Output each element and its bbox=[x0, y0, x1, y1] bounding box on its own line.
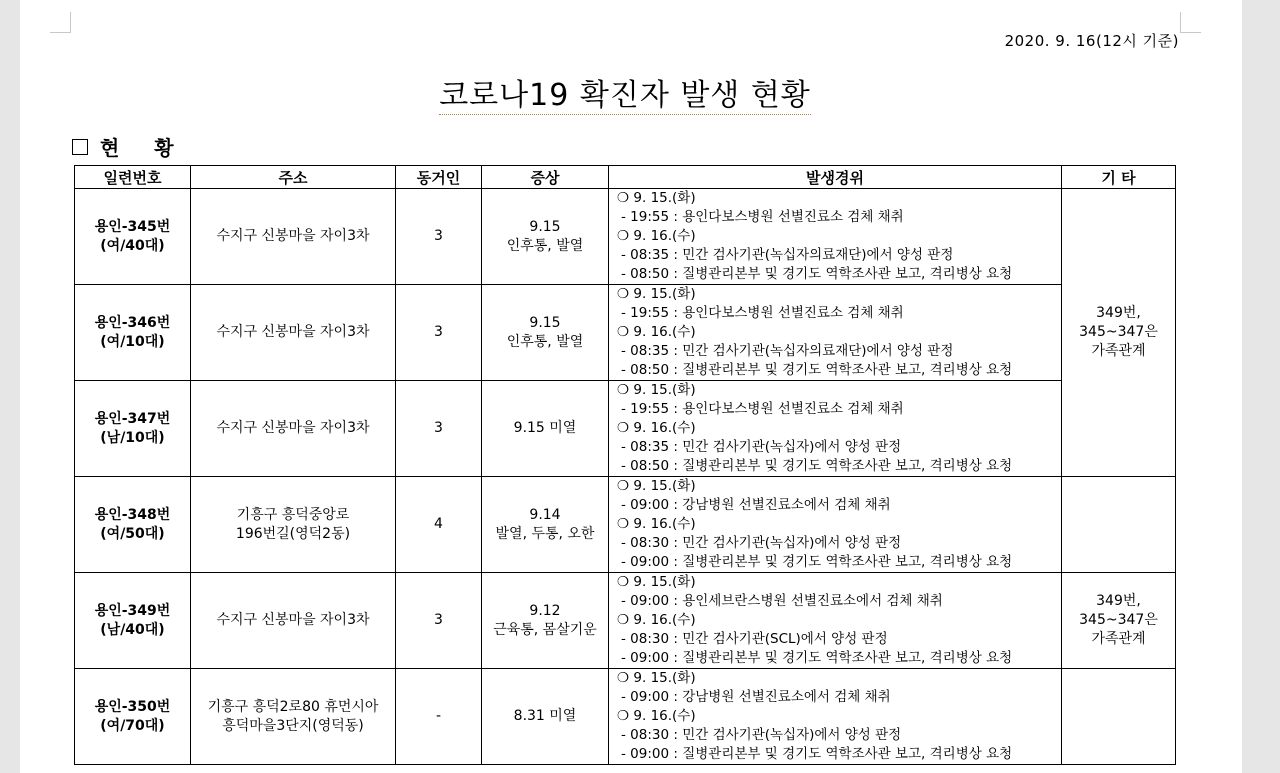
case-id: 용인-347번 bbox=[94, 410, 171, 427]
crop-mark-top-right bbox=[1180, 12, 1201, 33]
header-process: 발생경위 bbox=[609, 166, 1062, 189]
table-header-row bbox=[75, 166, 1176, 189]
symptom-line: 9.15 미열 bbox=[513, 420, 577, 436]
symptom-cell bbox=[482, 477, 609, 573]
symptom-line: 8.31 미열 bbox=[513, 708, 577, 724]
process-cell bbox=[609, 477, 1062, 573]
process-date-line: ❍ 9. 15.(화) bbox=[617, 478, 696, 494]
address-line: 기흥구 흥덕중앙로 bbox=[236, 506, 350, 523]
case-id: 용인-345번 bbox=[94, 218, 171, 235]
address-cell bbox=[191, 285, 396, 381]
cohabitants-cell: 3 bbox=[396, 285, 482, 381]
case-demographics: (남/10대) bbox=[100, 429, 165, 446]
process-date-line: ❍ 9. 16.(수) bbox=[617, 612, 696, 628]
right-margin-panel bbox=[1242, 0, 1280, 773]
symptom-line: 9.15 bbox=[529, 314, 561, 331]
table-row bbox=[75, 285, 1176, 381]
process-date-line: ❍ 9. 16.(수) bbox=[617, 708, 696, 724]
process-date-line: ❍ 9. 16.(수) bbox=[617, 324, 696, 340]
process-date-line: ❍ 9. 16.(수) bbox=[617, 228, 696, 244]
case-id-cell bbox=[75, 189, 191, 285]
symptom-cell bbox=[482, 189, 609, 285]
process-date-line: ❍ 9. 15.(화) bbox=[617, 382, 696, 398]
cohabitants-cell: 3 bbox=[396, 381, 482, 477]
symptom-line: 9.15 bbox=[529, 218, 561, 235]
case-id: 용인-346번 bbox=[94, 314, 171, 331]
process-cell bbox=[609, 189, 1062, 285]
case-demographics: (여/40대) bbox=[100, 237, 165, 254]
page-title-text: 코로나19 확진자 발생 현황 bbox=[439, 78, 811, 113]
address-cell bbox=[191, 189, 396, 285]
symptom-cell bbox=[482, 285, 609, 381]
case-demographics: (여/10대) bbox=[100, 333, 165, 350]
process-detail-line: - 09:00 : 강남병원 선별진료소에서 검체 채취 bbox=[621, 689, 891, 705]
notes-line: 가족관계 bbox=[1091, 631, 1146, 647]
process-date-line: ❍ 9. 15.(화) bbox=[617, 574, 696, 590]
symptom-cell bbox=[482, 381, 609, 477]
symptom-cell bbox=[482, 573, 609, 669]
symptom-line: 9.14 bbox=[529, 506, 561, 523]
address-cell bbox=[191, 381, 396, 477]
process-cell bbox=[609, 381, 1062, 477]
process-cell bbox=[609, 573, 1062, 669]
case-id: 용인-350번 bbox=[94, 698, 171, 715]
address-line: 196번길(영덕2동) bbox=[235, 525, 351, 542]
process-detail-line: - 09:00 : 강남병원 선별진료소에서 검체 채취 bbox=[621, 497, 891, 513]
process-detail-line: - 08:35 : 민간 검사기관(녹십자의료재단)에서 양성 판정 bbox=[621, 343, 954, 359]
case-id: 용인-349번 bbox=[94, 602, 171, 619]
table-row bbox=[75, 669, 1176, 765]
report-date: 2020. 9. 16(12시 기준) bbox=[1004, 32, 1179, 50]
cases-table bbox=[74, 165, 1176, 765]
process-detail-line: - 08:30 : 민간 검사기관(녹십자)에서 양성 판정 bbox=[621, 727, 902, 743]
process-detail-line: - 09:00 : 질병관리본부 및 경기도 역학조사관 보고, 격리병상 요청 bbox=[621, 746, 1013, 762]
checkbox-square-icon bbox=[72, 139, 88, 155]
notes-cell-empty bbox=[1062, 477, 1176, 573]
process-date-line: ❍ 9. 15.(화) bbox=[617, 286, 696, 302]
cohabitants-cell: - bbox=[396, 669, 482, 765]
address-line: 기흥구 흥덕2로80 휴먼시아 bbox=[207, 698, 379, 715]
notes-line: 345~347은 bbox=[1079, 324, 1158, 340]
symptom-cell bbox=[482, 669, 609, 765]
symptom-line: 9.12 bbox=[529, 602, 561, 619]
process-cell bbox=[609, 285, 1062, 381]
section-heading bbox=[72, 132, 188, 161]
left-margin-panel bbox=[0, 0, 20, 773]
header-cohabitants: 동거인 bbox=[396, 166, 482, 189]
address-line: 흥덕마을3단지(영덕동) bbox=[222, 717, 364, 734]
process-detail-line: - 08:35 : 민간 검사기관(녹십자)에서 양성 판정 bbox=[621, 439, 902, 455]
notes-line: 345~347은 bbox=[1079, 612, 1158, 628]
address-line: 수지구 신봉마을 자이3차 bbox=[216, 228, 370, 244]
process-detail-line: - 08:35 : 민간 검사기관(녹십자의료재단)에서 양성 판정 bbox=[621, 247, 954, 263]
process-detail-line: - 08:50 : 질병관리본부 및 경기도 역학조사관 보고, 격리병상 요청 bbox=[621, 458, 1013, 474]
header-address: 주소 bbox=[191, 166, 396, 189]
process-detail-line: - 09:00 : 질병관리본부 및 경기도 역학조사관 보고, 격리병상 요청 bbox=[621, 554, 1013, 570]
cohabitants-cell: 3 bbox=[396, 573, 482, 669]
cohabitants-cell: 4 bbox=[396, 477, 482, 573]
table-row bbox=[75, 573, 1176, 669]
process-detail-line: - 08:50 : 질병관리본부 및 경기도 역학조사관 보고, 격리병상 요청 bbox=[621, 362, 1013, 378]
symptom-line: 인후통, 발열 bbox=[506, 333, 584, 350]
symptom-line: 인후통, 발열 bbox=[506, 237, 584, 254]
header-symptom: 증상 bbox=[482, 166, 609, 189]
notes-cell-empty bbox=[1062, 669, 1176, 765]
table-row bbox=[75, 381, 1176, 477]
process-detail-line: - 09:00 : 질병관리본부 및 경기도 역학조사관 보고, 격리병상 요청 bbox=[621, 650, 1013, 666]
header-notes: 기 타 bbox=[1062, 166, 1176, 189]
case-id-cell bbox=[75, 285, 191, 381]
case-demographics: (여/50대) bbox=[100, 525, 165, 542]
case-id-cell bbox=[75, 669, 191, 765]
table-row bbox=[75, 477, 1176, 573]
section-label: 현 황 bbox=[100, 136, 188, 160]
page-title bbox=[0, 70, 1250, 114]
case-id-cell bbox=[75, 381, 191, 477]
address-line: 수지구 신봉마을 자이3차 bbox=[216, 420, 370, 436]
notes-line: 349번, bbox=[1096, 305, 1141, 321]
process-date-line: ❍ 9. 16.(수) bbox=[617, 516, 696, 532]
address-cell bbox=[191, 573, 396, 669]
process-detail-line: - 08:30 : 민간 검사기관(SCL)에서 양성 판정 bbox=[621, 631, 888, 647]
address-line: 수지구 신봉마을 자이3차 bbox=[216, 324, 370, 340]
process-date-line: ❍ 9. 15.(화) bbox=[617, 670, 696, 686]
symptom-line: 발열, 두통, 오한 bbox=[495, 525, 595, 542]
notes-line: 가족관계 bbox=[1091, 343, 1146, 359]
address-cell bbox=[191, 477, 396, 573]
case-id-cell bbox=[75, 477, 191, 573]
process-detail-line: - 19:55 : 용인다보스병원 선별진료소 검체 채취 bbox=[621, 209, 904, 225]
process-cell bbox=[609, 669, 1062, 765]
process-date-line: ❍ 9. 16.(수) bbox=[617, 420, 696, 436]
address-cell bbox=[191, 669, 396, 765]
process-detail-line: - 09:00 : 용인세브란스병원 선별진료소에서 검체 채취 bbox=[621, 593, 943, 609]
address-line: 수지구 신봉마을 자이3차 bbox=[216, 612, 370, 628]
case-id-cell bbox=[75, 573, 191, 669]
notes-cell-group1 bbox=[1062, 189, 1176, 477]
process-detail-line: - 19:55 : 용인다보스병원 선별진료소 검체 채취 bbox=[621, 401, 904, 417]
cohabitants-cell: 3 bbox=[396, 189, 482, 285]
process-detail-line: - 08:50 : 질병관리본부 및 경기도 역학조사관 보고, 격리병상 요청 bbox=[621, 266, 1013, 282]
process-detail-line: - 08:30 : 민간 검사기관(녹십자)에서 양성 판정 bbox=[621, 535, 902, 551]
case-id: 용인-348번 bbox=[94, 506, 171, 523]
notes-cell-group2 bbox=[1062, 573, 1176, 669]
case-demographics: (남/40대) bbox=[100, 621, 165, 638]
process-date-line: ❍ 9. 15.(화) bbox=[617, 190, 696, 206]
table-row bbox=[75, 189, 1176, 285]
case-demographics: (여/70대) bbox=[100, 717, 165, 734]
notes-line: 349번, bbox=[1096, 593, 1141, 609]
process-detail-line: - 19:55 : 용인다보스병원 선별진료소 검체 채취 bbox=[621, 305, 904, 321]
crop-mark-top-left bbox=[50, 12, 71, 33]
header-serial: 일련번호 bbox=[75, 166, 191, 189]
symptom-line: 근육통, 몸살기운 bbox=[493, 621, 597, 638]
